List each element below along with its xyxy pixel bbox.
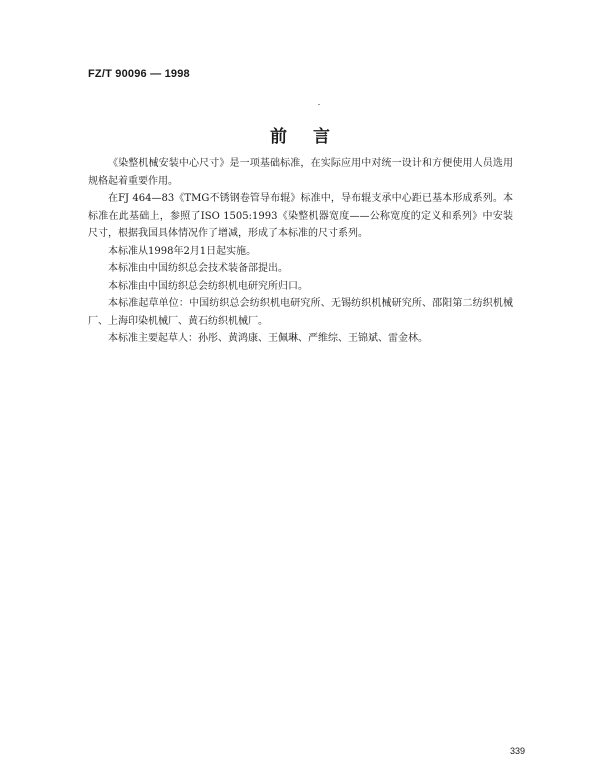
paragraph-proposer: 本标准由中国纺织总会技术装备部提出。 [108, 263, 288, 274]
paragraph-background: 在FJ 464—83《TMG不锈钢卷管导布辊》标准中，导布辊支承中心距已基本形成系列。本标准在此基础上，参照了ISO 1505:1993《染整机器宽度——公称宽度的定义和系列》中安装尺寸，根据我国具体情况作了增减，形成了本标准的尺寸系列。 [88, 193, 513, 239]
page-number: 339 [510, 746, 526, 756]
foreword-body [88, 155, 513, 348]
paragraph-effective-date: 本标准从1998年2月1日起实施。 [108, 245, 257, 257]
page-title: 前言 [270, 127, 356, 147]
paragraph-intro: 《染整机械安装中心尺寸》是一项基础标准，在实际应用中对统一设计和方便使用人员选用规格起着重要作用。 [88, 158, 513, 187]
paragraph-administrator: 本标准由中国纺织总会纺织机电研究所归口。 [108, 280, 308, 292]
standard-code: FZ/T 90096 — 1998 [88, 68, 190, 80]
paragraph-drafting-units: 本标准起草单位：中国纺织总会纺织机电研究所、无锡纺织机械研究所、邵阳第二纺织机械厂、上海印染机械厂、黄石纺织机械厂。 [88, 298, 513, 327]
scan-speck [318, 104, 320, 105]
paragraph-drafters: 本标准主要起草人：孙彤、黄鸿康、王佩琳、严维综、王锦斌、雷金林。 [108, 333, 428, 344]
